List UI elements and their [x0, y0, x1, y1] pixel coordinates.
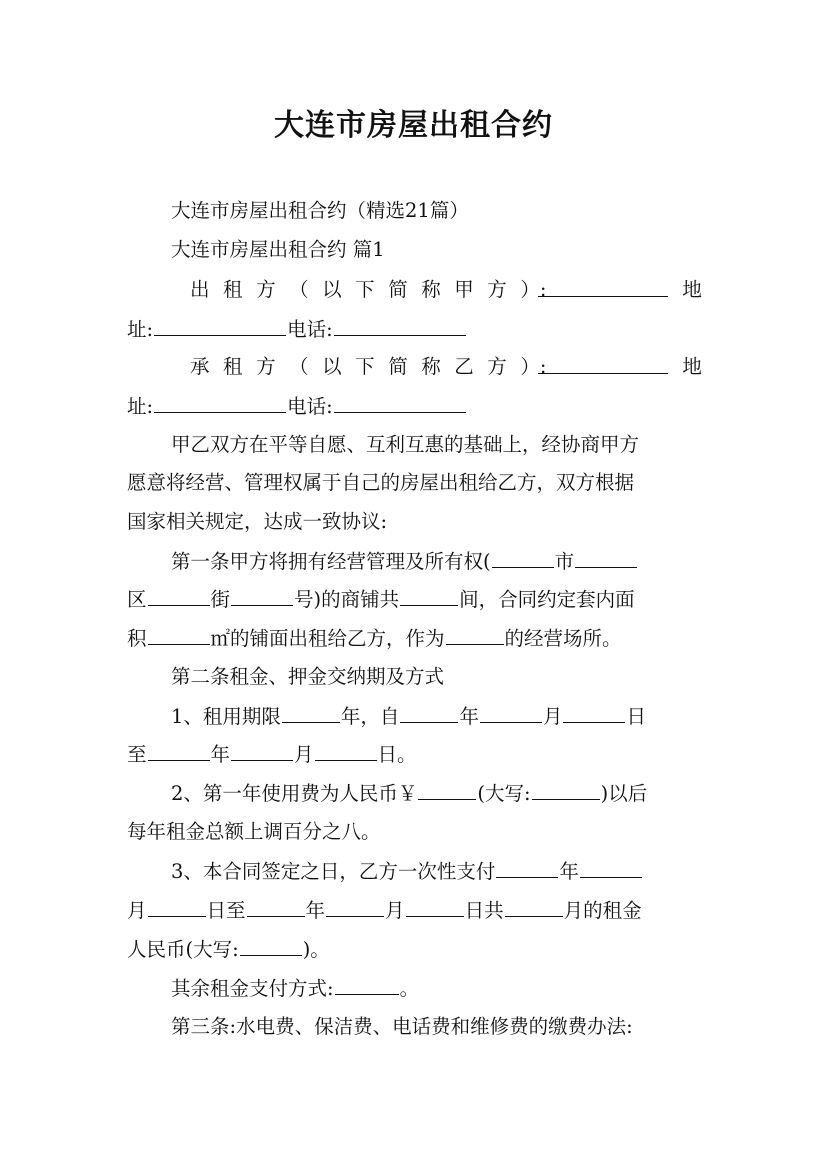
intro-line-3: 国家相关规定，达成一致协议: — [127, 510, 388, 533]
label-char: 方 — [487, 355, 507, 378]
address-tail: 址: — [127, 395, 154, 418]
text: 市 — [554, 550, 575, 573]
intro-line-2: 愿意将经营、管理权属于自己的房屋出租给乙方，双方根据 — [127, 471, 635, 494]
chapter-heading: 大连市房屋出租合约 篇1 — [171, 238, 385, 261]
pay-day-blank[interactable] — [148, 897, 206, 917]
lessor-address-line — [127, 316, 702, 343]
start-day-blank[interactable] — [563, 703, 625, 723]
article1-line-2 — [127, 586, 702, 613]
start-year-blank[interactable] — [400, 703, 458, 723]
label-char: 甲 — [454, 278, 474, 301]
other-payment-line — [171, 975, 746, 1002]
article1-line-3 — [127, 625, 702, 652]
label-char: 以 — [322, 355, 342, 378]
text: 积 — [127, 627, 147, 650]
item1-line-1 — [171, 703, 702, 730]
text: 街 — [210, 588, 231, 611]
lessor-address-blank[interactable] — [154, 316, 286, 336]
label-char: 简 — [388, 355, 408, 378]
label-char: （ — [289, 278, 309, 301]
text: 日至 — [206, 899, 246, 922]
item2-line-1 — [171, 780, 702, 807]
city-blank[interactable] — [492, 548, 554, 568]
label-char: 承 — [190, 355, 210, 378]
text: 月 — [542, 705, 563, 728]
item2-line-2: 每年租金总额上调百分之八。 — [127, 820, 381, 843]
text: 号)的商铺共 — [294, 588, 400, 611]
rooms-blank[interactable] — [400, 586, 458, 606]
pay-year-blank[interactable] — [496, 858, 558, 878]
article2-title: 第二条租金、押金交纳期及方式 — [171, 665, 445, 688]
lessee-name-blank[interactable] — [538, 354, 668, 374]
term-years-blank[interactable] — [282, 703, 340, 723]
lessee-address-blank[interactable] — [154, 393, 286, 413]
other-payment-blank[interactable] — [335, 975, 399, 995]
document-subtitle: 大连市房屋出租合约（精选21篇） — [171, 199, 469, 222]
item1-line-2 — [127, 741, 702, 768]
label-char: 方 — [487, 278, 507, 301]
text: 月的租金 — [563, 899, 642, 922]
text: ㎡的铺面出租给乙方，作为 — [210, 627, 445, 650]
end-month-blank[interactable] — [231, 741, 293, 761]
label-char: 方 — [256, 278, 276, 301]
phone-label: 电话: — [287, 318, 333, 341]
text: )。 — [302, 938, 330, 961]
intro-line-1: 甲乙双方在平等自愿、互利互惠的基础上，经协商甲方 — [171, 433, 640, 456]
label-char: 出 — [190, 278, 210, 301]
text: )以后 — [600, 782, 648, 805]
label-char: 称 — [421, 355, 441, 378]
pay-months-blank[interactable] — [505, 897, 563, 917]
text: 1、租用期限 — [171, 705, 281, 728]
address-head: 地 — [682, 355, 702, 378]
label-char: 称 — [421, 278, 441, 301]
start-month-blank[interactable] — [480, 703, 542, 723]
text: 日共 — [464, 899, 504, 922]
lessee-address-line — [127, 393, 702, 420]
address-tail: 址: — [127, 318, 154, 341]
pay-month-blank-start[interactable] — [580, 858, 642, 878]
lessee-phone-blank[interactable] — [334, 393, 466, 413]
pay-amount-words-blank[interactable] — [240, 936, 302, 956]
district-blank-start[interactable] — [575, 548, 637, 568]
text: 第一条甲方将拥有经营管理及所有权( — [171, 550, 491, 573]
label-char: ）: — [520, 278, 547, 301]
street-blank[interactable] — [148, 586, 210, 606]
text: 日。 — [377, 743, 417, 766]
label-char: 租 — [223, 278, 243, 301]
text: 年，自 — [340, 705, 400, 728]
text: 年 — [459, 705, 479, 728]
text: 2、第一年使用费为人民币￥ — [171, 782, 418, 805]
number-blank[interactable] — [231, 586, 293, 606]
text: 3、本合同签定之日，乙方一次性支付 — [171, 860, 496, 883]
label-char: 以 — [322, 278, 342, 301]
text: 至 — [127, 743, 147, 766]
text: 月 — [385, 899, 405, 922]
text: 年 — [210, 743, 231, 766]
pay-end-year-blank[interactable] — [247, 897, 305, 917]
label-char: 下 — [355, 355, 375, 378]
lessor-name-blank[interactable] — [538, 277, 668, 297]
phone-label: 电话: — [287, 395, 333, 418]
label-char: （ — [289, 355, 309, 378]
text: 区 — [127, 588, 147, 611]
text: 的经营场所。 — [504, 627, 622, 650]
article1-line-1 — [171, 548, 702, 575]
rent-amount-blank[interactable] — [418, 780, 476, 800]
address-head: 地 — [682, 278, 702, 301]
label-char: 下 — [355, 278, 375, 301]
item3-line-1 — [171, 858, 702, 885]
document-title: 大连市房屋出租合约 — [274, 108, 553, 143]
text: 其余租金支付方式: — [171, 977, 334, 1000]
text: 年 — [305, 899, 326, 922]
area-blank[interactable] — [148, 625, 210, 645]
article3-title: 第三条:水电费、保洁费、电话费和维修费的缴费办法: — [171, 1015, 633, 1038]
pay-end-day-blank[interactable] — [406, 897, 464, 917]
lessor-line — [190, 277, 702, 303]
label-char: 乙 — [454, 355, 474, 378]
text: 年 — [559, 860, 579, 883]
text: 间，合同约定套内面 — [459, 588, 635, 611]
lessee-line — [190, 354, 702, 380]
text: 月 — [127, 899, 147, 922]
end-day-blank[interactable] — [315, 741, 377, 761]
rent-amount-words-blank[interactable] — [532, 780, 600, 800]
text: 日 — [626, 705, 646, 728]
label-char: 方 — [256, 355, 276, 378]
text: 月 — [294, 743, 314, 766]
text: 人民币(大写: — [127, 938, 239, 961]
end-year-blank[interactable] — [148, 741, 210, 761]
lessor-phone-blank[interactable] — [334, 316, 466, 336]
pay-end-month-blank[interactable] — [326, 897, 384, 917]
item3-line-3 — [127, 936, 702, 963]
item3-line-2 — [127, 897, 702, 924]
label-char: ）: — [520, 355, 547, 378]
label-char: 简 — [388, 278, 408, 301]
text: (大写: — [477, 782, 531, 805]
usage-blank[interactable] — [446, 625, 504, 645]
text: 。 — [399, 977, 420, 1000]
label-char: 租 — [223, 355, 243, 378]
